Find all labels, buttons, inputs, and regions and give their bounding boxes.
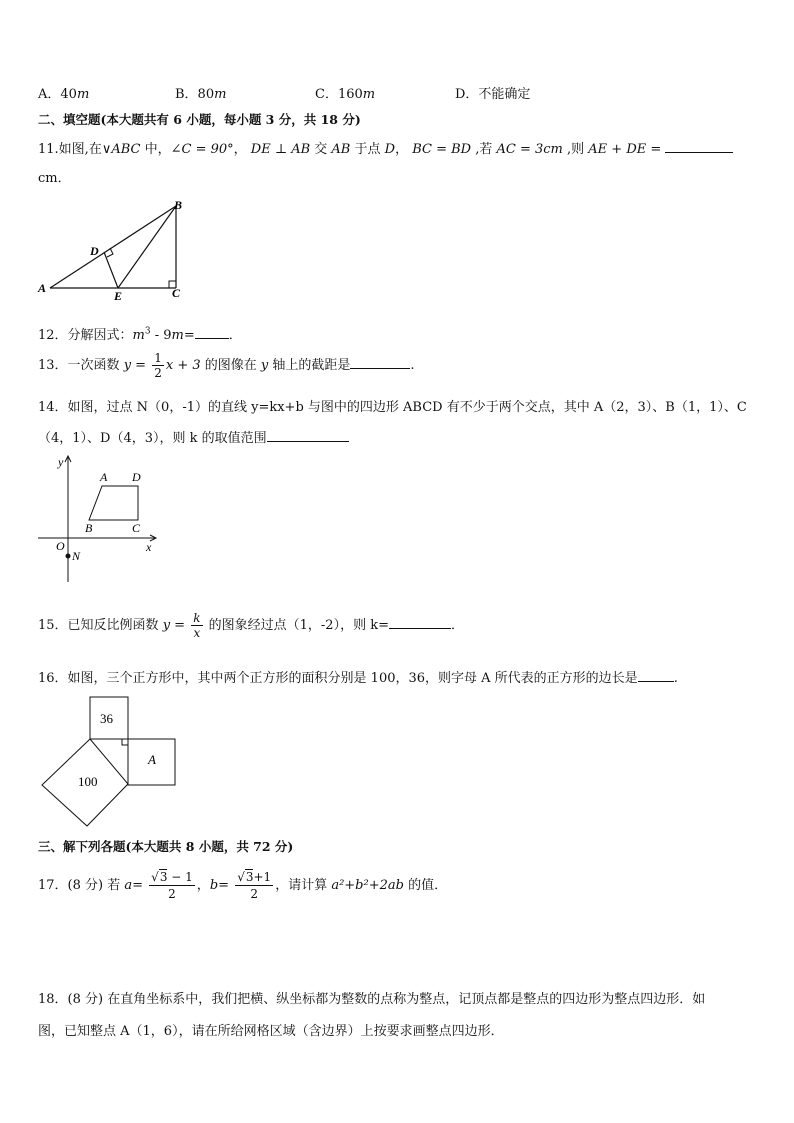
point-a-label: A bbox=[100, 470, 108, 484]
section-2-title: 二、填空题(本大题共有 6 小题，每小题 3 分，共 18 分) bbox=[38, 112, 361, 127]
vertex-e-label: E bbox=[114, 289, 123, 303]
question-14-line2: （4，1）、D（4，3），则 k 的取值范围 bbox=[38, 427, 349, 446]
answer-blank-14[interactable] bbox=[267, 429, 349, 442]
option-b: B．80m bbox=[175, 87, 227, 102]
question-11-unit: cm． bbox=[38, 171, 71, 186]
option-a: A．40m bbox=[38, 87, 90, 102]
origin-label: O bbox=[56, 539, 65, 553]
vertex-d-label: D bbox=[90, 244, 99, 258]
question-18-line2: 图，已知整点 A（1，6），请在所给网格区域（含边界）上按要求画整点四边形． bbox=[38, 1024, 504, 1039]
question-15: 15．已知反比例函数 y = $\frac{k}{x}$ 的图象经过点（1，-2），则 k= ． bbox=[38, 611, 464, 640]
question-14-line1: 14．如图，过点 N（0，-1）的直线 y=kx+b 与图中的四边形 ABCD 有不少于两个交点，其中 A（2，3）、B（1，1）、C bbox=[38, 400, 747, 415]
squares-figure bbox=[38, 692, 188, 828]
x-axis-label: x bbox=[146, 540, 152, 554]
coordinate-figure bbox=[36, 450, 166, 586]
point-c-label: C bbox=[132, 521, 141, 535]
point-d-label: D bbox=[132, 470, 141, 484]
square-a-label: A bbox=[148, 752, 156, 767]
question-11: 11.如图,在∨ABC 中，∠C = 90°， DE ⊥ AB 交 AB 于点 D， BC = BD ,若 AC = 3cm ,则 AE + DE = bbox=[38, 138, 733, 157]
vertex-a-label: A bbox=[38, 281, 47, 295]
answer-blank-11[interactable] bbox=[665, 140, 733, 153]
point-n-label: N bbox=[72, 549, 81, 563]
square-36-label: 36 bbox=[100, 711, 113, 726]
section-3-title: 三、解下列各题(本大题共 8 小题，共 72 分) bbox=[38, 839, 294, 854]
option-d: D．不能确定 bbox=[455, 87, 531, 102]
question-13: 13．一次函数 y = $\frac{1}{2}$ x + 3 的图像在 y 轴上的截距是 . bbox=[38, 351, 415, 380]
question-16: 16．如图，三个正方形中，其中两个正方形的面积分别是 100，36，则字母 A 所代表的正方形的边长是 . bbox=[38, 671, 678, 686]
vertex-b-label: B bbox=[174, 198, 183, 212]
answer-blank-12[interactable] bbox=[195, 326, 229, 339]
y-axis-label: y bbox=[58, 455, 64, 469]
vertex-c-label: C bbox=[172, 286, 181, 300]
answer-blank-13[interactable] bbox=[350, 356, 410, 369]
question-12: 12．分解因式：$m^3 - 9m=$ ． bbox=[38, 326, 242, 343]
question-18-line1: 18．(8 分) 在直角坐标系中，我们把横、纵坐标都为整数的点称为整点，记顶点都是整点的四边形为整点四边形．如 bbox=[38, 992, 706, 1007]
option-c: C．160m bbox=[315, 87, 376, 102]
square-100-label: 100 bbox=[78, 774, 98, 789]
answer-blank-15[interactable] bbox=[389, 616, 451, 629]
answer-blank-16[interactable] bbox=[638, 669, 674, 682]
point-b-label: B bbox=[85, 521, 93, 535]
triangle-figure bbox=[36, 196, 196, 306]
question-17: 17．(8 分) 若 a= $\frac{√3 - 1}{2}$ ，b= $\frac{√3+1}{2}$ ，请计算 a²+b²+2ab 的值． bbox=[38, 870, 448, 901]
